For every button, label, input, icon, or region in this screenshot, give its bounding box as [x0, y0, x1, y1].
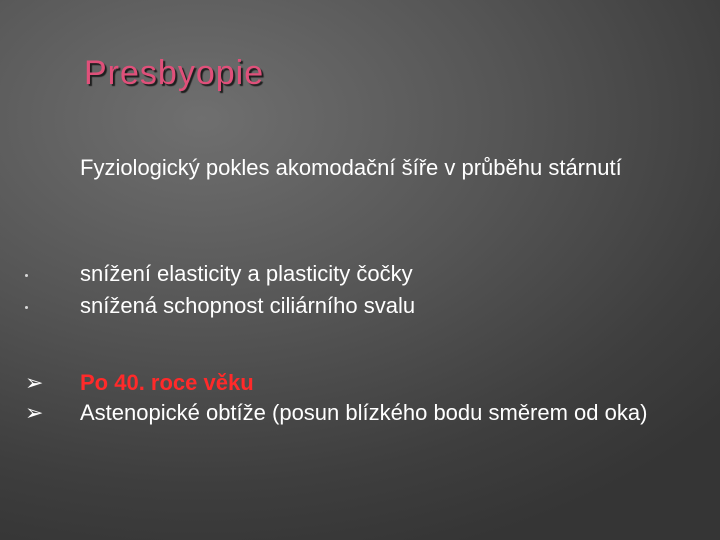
dot-bullet-icon	[25, 274, 28, 277]
intro-text: Fyziologický pokles akomodační šíře v průběhu stárnutí	[80, 155, 622, 180]
list-item-text: snížená schopnost ciliárního svalu	[80, 293, 416, 318]
list-item	[25, 398, 685, 428]
arrow-bullet-list	[25, 368, 685, 428]
list-item-text: Astenopické obtíže (posun blízkého bodu směrem od oka)	[80, 400, 648, 425]
list-item	[25, 368, 685, 398]
list-item-text: snížení elasticity a plasticity čočky	[80, 261, 413, 286]
arrowhead-icon: ➢	[25, 400, 44, 425]
arrowhead-icon: ➢	[25, 370, 44, 395]
list-item-text: Po 40. roce věku	[80, 370, 254, 395]
dot-bullet-icon	[25, 306, 28, 309]
dot-bullet-list	[25, 258, 685, 322]
slide-title: Presbyopie	[84, 54, 265, 92]
list-item	[25, 258, 685, 290]
list-item	[25, 290, 685, 322]
